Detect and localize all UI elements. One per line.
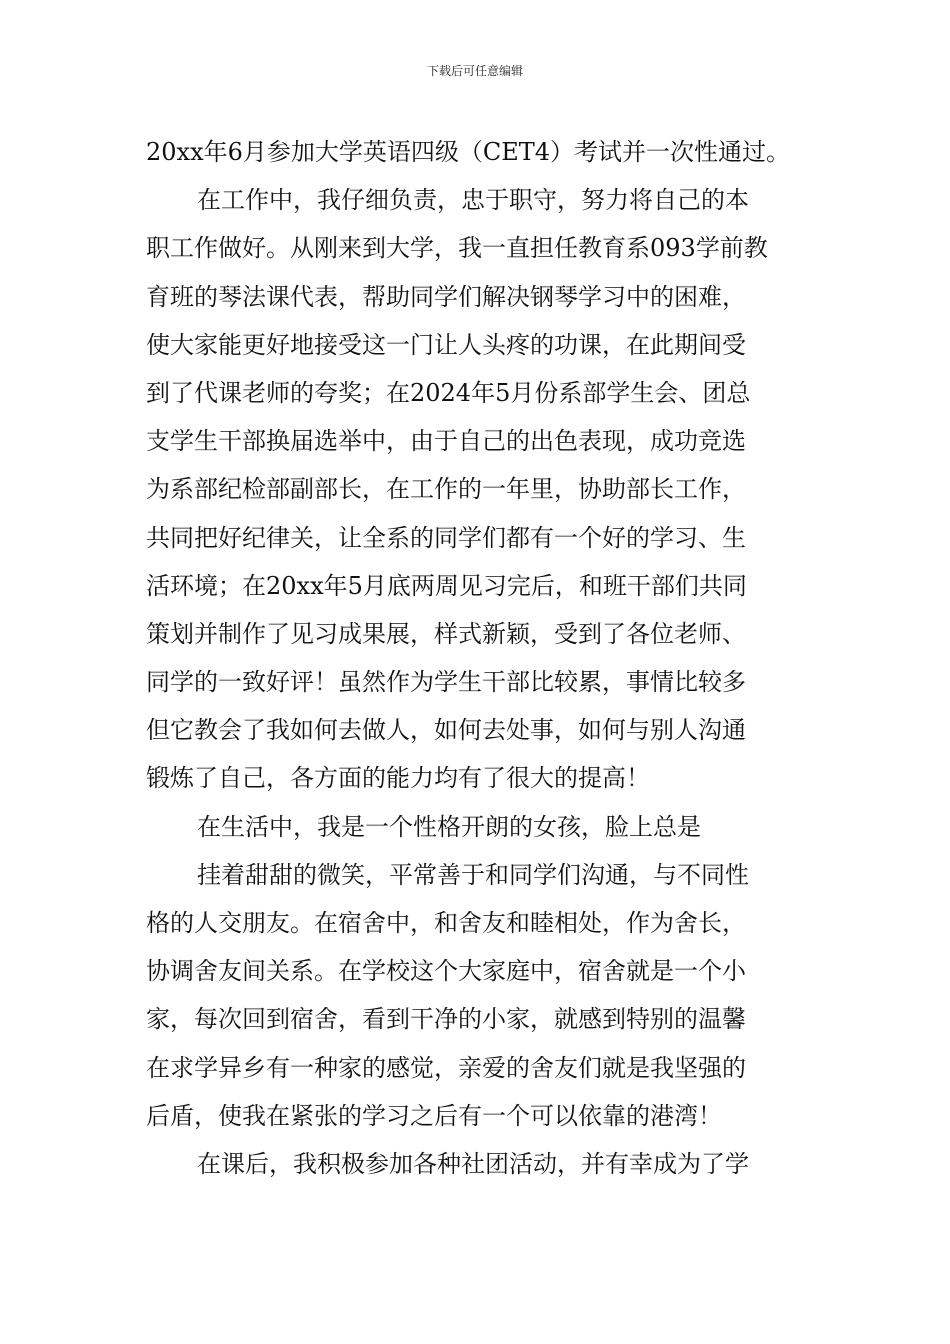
- page-header: 下载后可任意编辑: [426, 64, 523, 78]
- text-line: 挂着甜甜的微笑，平常善于和同学们沟通，与不同性: [197, 860, 749, 889]
- text-line: 职工作做好。从刚来到大学，我一直担任教育系093学前教: [146, 234, 768, 263]
- text-line: 共同把好纪律关，让全系的同学们都有一个好的学习、生: [146, 523, 746, 552]
- text-line: 支学生干部换届选举中，由于自己的出色表现，成功竞选: [146, 427, 746, 456]
- text-line: 但它教会了我如何去做人，如何去处事，如何与别人沟通: [146, 716, 746, 745]
- document-body: [146, 128, 826, 1188]
- text-line: 到了代课老师的夸奖；在2024年5月份系部学生会、团总: [146, 378, 751, 407]
- text-line: 活环境；在20xx年5月底两周见习完后，和班干部们共同: [146, 571, 747, 600]
- text-line: 后盾，使我在紧张的学习之后有一个可以依靠的港湾！: [146, 1101, 722, 1130]
- text-line: 在生活中，我是一个性格开朗的女孩，脸上总是: [197, 812, 701, 841]
- text-line: 格的人交朋友。在宿舍中，和舍友和睦相处，作为舍长，: [146, 909, 746, 937]
- text-line: 家，每次回到宿舍，看到干净的小家，就感到特别的温馨: [146, 1005, 746, 1034]
- text-line: 在课后，我积极参加各种社团活动，并有幸成为了学: [197, 1149, 749, 1178]
- text-line: 同学的一致好评！虽然作为学生干部比较累，事情比较多: [146, 668, 746, 697]
- text-line: 在求学异乡有一种家的感觉，亲爱的舍友们就是我坚强的: [146, 1053, 746, 1082]
- text-line: 20xx年6月参加大学英语四级（CET4）考试并一次性通过。: [146, 138, 791, 166]
- text-line: 在工作中，我仔细负责，忠于职守，努力将自己的本: [197, 186, 749, 215]
- text-line: 为系部纪检部副部长，在工作的一年里，协助部长工作，: [146, 475, 746, 504]
- text-line: 策划并制作了见习成果展，样式新颖，受到了各位老师、: [146, 619, 746, 648]
- text-line: 育班的琴法课代表，帮助同学们解决钢琴学习中的困难，: [146, 282, 746, 311]
- text-line: 协调舍友间关系。在学校这个大家庭中，宿舍就是一个小: [146, 957, 746, 986]
- text-line: 锻炼了自己，各方面的能力均有了很大的提高！: [146, 764, 650, 793]
- text-line: 使大家能更好地接受这一门让人头疼的功课，在此期间受: [146, 330, 746, 359]
